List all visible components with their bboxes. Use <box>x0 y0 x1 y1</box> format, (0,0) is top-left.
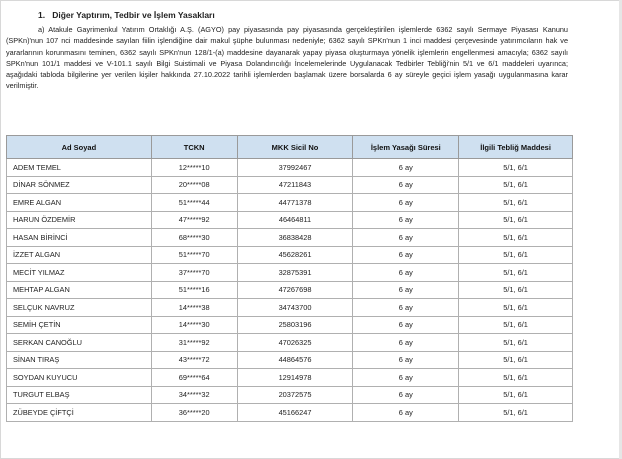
article-cell: 5/1, 6/1 <box>459 194 573 212</box>
name-cell: HASAN BİRİNCİ <box>7 229 152 247</box>
header-name: Ad Soyad <box>7 136 152 159</box>
name-cell: HARUN ÖZDEMİR <box>7 211 152 229</box>
section-heading <box>38 10 215 20</box>
article-cell: 5/1, 6/1 <box>459 369 573 387</box>
table-row <box>7 264 573 282</box>
article-cell: 5/1, 6/1 <box>459 386 573 404</box>
mkk-cell: 46464811 <box>237 211 353 229</box>
ban-duration-cell: 6 ay <box>353 229 459 247</box>
mkk-cell: 12914978 <box>237 369 353 387</box>
mkk-cell: 36838428 <box>237 229 353 247</box>
ban-duration-cell: 6 ay <box>353 246 459 264</box>
name-cell: MECİT YILMAZ <box>7 264 152 282</box>
tckn-cell: 20*****08 <box>151 176 237 194</box>
ban-duration-cell: 6 ay <box>353 159 459 177</box>
table-row <box>7 246 573 264</box>
name-cell: MEHTAP ALGAN <box>7 281 152 299</box>
table-row <box>7 316 573 334</box>
table-row <box>7 229 573 247</box>
ban-duration-cell: 6 ay <box>353 211 459 229</box>
article-cell: 5/1, 6/1 <box>459 404 573 422</box>
article-cell: 5/1, 6/1 <box>459 316 573 334</box>
mkk-cell: 45628261 <box>237 246 353 264</box>
tckn-cell: 36*****20 <box>151 404 237 422</box>
mkk-cell: 47026325 <box>237 334 353 352</box>
name-cell: ADEM TEMEL <box>7 159 152 177</box>
mkk-cell: 47211843 <box>237 176 353 194</box>
decision-paragraph <box>6 24 568 92</box>
paragraph-text: Atakule Gayrimenkul Yatırım Ortaklığı A.Ş. (AGYO) pay piyasasında pay piyasasında gerçekleştirilen işlemlerde 6362 sayılı Sermaye Piyasası Kanunu (SPKn)'nun 107 nci maddesinde sayılan fiilin işlendiğine dair makul şüphe bulunması nedeniyle; 6362 sayılı SPKn'nun 1 inci maddesi çerçevesinde yatırımcıların hak ve yararlarının korunmasını teminen, 6362 sayılı SPKn'nun 128/1-(a) maddesine dayanarak yapay piyasa oluşturmaya yönelik işlemlerin engellenmesi amacıyla; 6362 sayılı SPKn'nun 101/1 maddesi ve V-101.1 sayılı Bilgi Suistimali ve Piyasa Dolandırıcılığı İncelemelerinde Uygulanacak Tedbirler Tebliği'nin 5/1 ve 6/1 maddeleri uyarınca; aşağıdaki tabloda bilgilerine yer verilen kişiler hakkında 27.10.2022 tarihli işlemlerden başlamak üzere borsalarda 6 ay süreyle geçici işlem yasağı uygulanmasına karar verilmiştir. <box>6 25 568 91</box>
section-title: Diğer Yaptırım, Tedbir ve İşlem Yasakları <box>52 10 215 20</box>
name-cell: İZZET ALGAN <box>7 246 152 264</box>
mkk-cell: 44864576 <box>237 351 353 369</box>
mkk-cell: 45166247 <box>237 404 353 422</box>
tckn-cell: 37*****70 <box>151 264 237 282</box>
tckn-cell: 51*****16 <box>151 281 237 299</box>
article-cell: 5/1, 6/1 <box>459 159 573 177</box>
mkk-cell: 37992467 <box>237 159 353 177</box>
mkk-cell: 44771378 <box>237 194 353 212</box>
header-tckn: TCKN <box>151 136 237 159</box>
table-row <box>7 281 573 299</box>
header-mkk: MKK Sicil No <box>237 136 353 159</box>
tckn-cell: 14*****38 <box>151 299 237 317</box>
section-number: 1. <box>38 10 46 20</box>
paragraph-label: a) <box>38 25 45 34</box>
ban-duration-cell: 6 ay <box>353 176 459 194</box>
article-cell: 5/1, 6/1 <box>459 299 573 317</box>
table-header-row <box>7 136 573 159</box>
table-row <box>7 404 573 422</box>
header-ban-duration: İşlem Yasağı Süresi <box>353 136 459 159</box>
tckn-cell: 43*****72 <box>151 351 237 369</box>
ban-duration-cell: 6 ay <box>353 404 459 422</box>
mkk-cell: 47267698 <box>237 281 353 299</box>
article-cell: 5/1, 6/1 <box>459 351 573 369</box>
article-cell: 5/1, 6/1 <box>459 229 573 247</box>
tckn-cell: 69*****64 <box>151 369 237 387</box>
ban-duration-cell: 6 ay <box>353 351 459 369</box>
tckn-cell: 12*****10 <box>151 159 237 177</box>
tckn-cell: 14*****30 <box>151 316 237 334</box>
sanctions-table <box>6 135 573 422</box>
mkk-cell: 32875391 <box>237 264 353 282</box>
name-cell: SOYDAN KUYUCU <box>7 369 152 387</box>
ban-duration-cell: 6 ay <box>353 299 459 317</box>
article-cell: 5/1, 6/1 <box>459 246 573 264</box>
article-cell: 5/1, 6/1 <box>459 176 573 194</box>
ban-duration-cell: 6 ay <box>353 334 459 352</box>
article-cell: 5/1, 6/1 <box>459 281 573 299</box>
table-row <box>7 176 573 194</box>
mkk-cell: 25803196 <box>237 316 353 334</box>
mkk-cell: 34743700 <box>237 299 353 317</box>
tckn-cell: 51*****70 <box>151 246 237 264</box>
name-cell: ZÜBEYDE ÇİFTÇİ <box>7 404 152 422</box>
table-row <box>7 351 573 369</box>
tckn-cell: 51*****44 <box>151 194 237 212</box>
ban-duration-cell: 6 ay <box>353 281 459 299</box>
table-row <box>7 159 573 177</box>
name-cell: SERKAN CANOĞLU <box>7 334 152 352</box>
ban-duration-cell: 6 ay <box>353 264 459 282</box>
table-row <box>7 194 573 212</box>
header-article: İlgili Tebliğ Maddesi <box>459 136 573 159</box>
name-cell: DİNAR SÖNMEZ <box>7 176 152 194</box>
name-cell: EMRE ALGAN <box>7 194 152 212</box>
ban-duration-cell: 6 ay <box>353 386 459 404</box>
table-row <box>7 334 573 352</box>
table-row <box>7 386 573 404</box>
ban-duration-cell: 6 ay <box>353 194 459 212</box>
mkk-cell: 20372575 <box>237 386 353 404</box>
ban-duration-cell: 6 ay <box>353 316 459 334</box>
ban-duration-cell: 6 ay <box>353 369 459 387</box>
table-row <box>7 299 573 317</box>
table-row <box>7 369 573 387</box>
table-row <box>7 211 573 229</box>
name-cell: SELÇUK NAVRUZ <box>7 299 152 317</box>
name-cell: SİNAN TIRAŞ <box>7 351 152 369</box>
article-cell: 5/1, 6/1 <box>459 211 573 229</box>
name-cell: TURGUT ELBAŞ <box>7 386 152 404</box>
tckn-cell: 47*****92 <box>151 211 237 229</box>
name-cell: SEMİH ÇETİN <box>7 316 152 334</box>
article-cell: 5/1, 6/1 <box>459 264 573 282</box>
article-cell: 5/1, 6/1 <box>459 334 573 352</box>
tckn-cell: 31*****92 <box>151 334 237 352</box>
tckn-cell: 68*****30 <box>151 229 237 247</box>
tckn-cell: 34*****32 <box>151 386 237 404</box>
